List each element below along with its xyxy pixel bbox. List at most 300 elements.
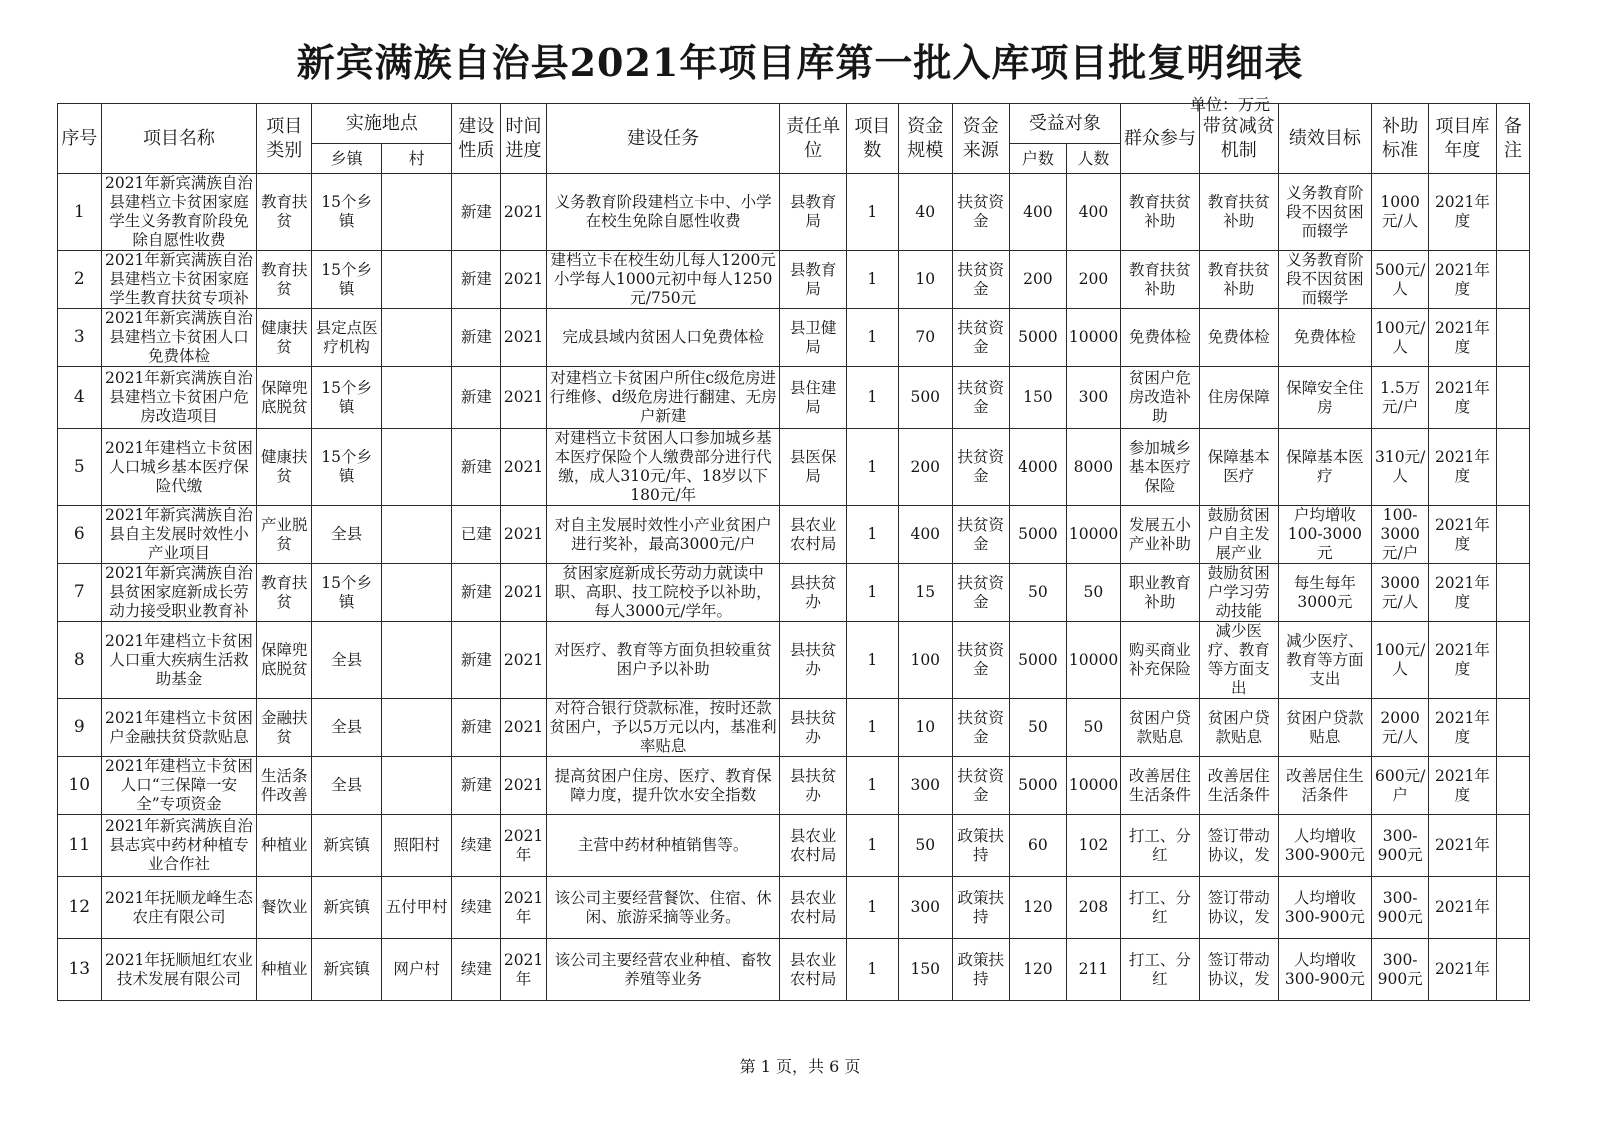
cell-category — [257, 877, 312, 939]
header-name: 项目名称 — [101, 104, 257, 174]
cell-seq — [58, 429, 102, 506]
cell-name — [101, 506, 257, 564]
cell-seq — [58, 367, 102, 429]
cell-target-text: 义务教育阶段不因贫困而辍学 — [1286, 183, 1364, 240]
cell-category-text: 教育扶贫 — [261, 193, 308, 230]
cell-village-text: 五付甲村 — [385, 898, 448, 916]
cell-households-text: 200 — [1023, 270, 1053, 288]
cell-remark — [1496, 564, 1529, 622]
cell-households — [1009, 939, 1066, 1001]
cell-task-text: 对医疗、教育等方面负担较重贫困户予以补助 — [554, 641, 772, 678]
cell-standard — [1372, 815, 1429, 877]
cell-standard-text: 600元/户 — [1374, 766, 1426, 804]
cell-scale-text: 50 — [915, 836, 936, 854]
cell-task-text: 对自主发展时效性小产业贫困户进行奖补，最高3000元/户 — [554, 515, 772, 553]
cell-seq — [58, 757, 102, 815]
cell-task-text: 对符合银行贷款标准，按时还款贫困户，予以5万元以内，基准利率贴息 — [549, 699, 777, 755]
cell-source-text: 政策扶持 — [957, 950, 1005, 988]
cell-source — [952, 939, 1009, 1001]
cell-schedule-text: 2021 — [503, 650, 544, 669]
cell-seq-text: 1 — [73, 202, 85, 222]
cell-scale-text: 500 — [910, 388, 941, 406]
cell-village — [381, 506, 452, 564]
cell-source-text: 扶贫资金 — [957, 515, 1005, 553]
cell-households — [1009, 506, 1066, 564]
page-footer: 第 1 页，共 6 页 — [739, 1057, 861, 1076]
cell-people — [1066, 699, 1120, 757]
cell-name-text: 2021年新宾满族自治县志宾中药材种植专业合作社 — [104, 817, 253, 873]
cell-nature — [452, 251, 501, 309]
cell-people-text: 10000 — [1068, 525, 1118, 543]
cell-nature — [452, 506, 501, 564]
cell-participation-text: 打工、分红 — [1128, 950, 1191, 988]
cell-mechanism — [1199, 429, 1278, 506]
cell-participation — [1120, 251, 1199, 309]
cell-households-text: 4000 — [1018, 457, 1058, 476]
cell-nature — [452, 174, 501, 251]
cell-name-text: 2021年新宾满族自治县贫困家庭新成长劳动力接受职业教育补 — [104, 564, 253, 620]
cell-people — [1066, 564, 1120, 622]
cell-mechanism — [1199, 367, 1278, 429]
cell-people — [1066, 877, 1120, 939]
cell-year-text: 2021年度 — [1434, 378, 1490, 416]
cell-dept-text: 县住建局 — [789, 378, 837, 416]
cell-remark — [1496, 251, 1529, 309]
cell-source-text: 扶贫资金 — [957, 193, 1005, 230]
cell-year-text: 2021年 — [1434, 898, 1490, 916]
cell-town — [312, 757, 382, 815]
cell-task-text: 义务教育阶段建档立卡中、小学在校生免除自愿性收费 — [554, 193, 772, 230]
cell-source-text: 扶贫资金 — [957, 641, 1005, 678]
cell-village — [381, 757, 452, 815]
cell-scale-text: 40 — [915, 202, 936, 221]
cell-scale — [898, 506, 952, 564]
cell-households — [1009, 367, 1066, 429]
cell-category — [257, 622, 312, 699]
header-schedule: 时间进度 — [501, 104, 547, 174]
cell-dept-text: 县扶贫办 — [789, 641, 837, 678]
header-remark: 备注 — [1496, 104, 1529, 174]
table-row — [58, 939, 1530, 1001]
cell-schedule — [501, 622, 547, 699]
table-row — [58, 251, 1530, 309]
cell-mechanism — [1199, 939, 1278, 1001]
cell-target — [1278, 429, 1371, 506]
cell-seq-text: 4 — [73, 388, 85, 407]
cell-target-text: 改善居住生活条件 — [1286, 766, 1364, 804]
cell-participation-text: 参加城乡基本医疗保险 — [1128, 438, 1191, 495]
cell-nature-text: 已建 — [460, 525, 492, 543]
cell-participation-text: 贫困户危房改造补助 — [1128, 369, 1191, 425]
cell-nature-text: 新建 — [460, 650, 492, 669]
cell-year — [1429, 429, 1496, 506]
cell-target-text: 减少医疗、教育等方面支出 — [1286, 631, 1364, 688]
cell-count — [846, 877, 898, 939]
cell-scale — [898, 174, 952, 251]
header-seq: 序号 — [58, 104, 102, 174]
cell-nature-text: 续建 — [460, 836, 492, 854]
cell-people-text: 50 — [1083, 718, 1104, 736]
cell-town-text: 县定点医疗机构 — [315, 318, 378, 356]
cell-category-text: 保障兜底脱贫 — [261, 641, 308, 678]
cell-standard-text: 500元/人 — [1374, 260, 1426, 298]
cell-nature-text: 新建 — [460, 718, 492, 736]
cell-seq-text: 8 — [73, 650, 85, 670]
cell-dept — [780, 699, 846, 757]
cell-seq — [58, 506, 102, 564]
header-town: 乡镇 — [312, 144, 382, 174]
cell-participation-text: 教育扶贫补助 — [1128, 193, 1191, 230]
cell-count-text: 1 — [867, 388, 878, 406]
cell-schedule — [501, 309, 547, 367]
cell-task — [546, 309, 780, 367]
cell-category-text: 健康扶贫 — [261, 318, 308, 356]
cell-name — [101, 757, 257, 815]
cell-scale-text: 150 — [910, 960, 941, 978]
cell-count-text: 1 — [867, 898, 878, 916]
cell-people — [1066, 757, 1120, 815]
cell-dept — [780, 815, 846, 877]
cell-task — [546, 757, 780, 815]
cell-participation — [1120, 877, 1199, 939]
cell-source — [952, 564, 1009, 622]
cell-households — [1009, 564, 1066, 622]
cell-schedule-text: 2021 — [503, 718, 544, 736]
cell-standard-text: 300-900元 — [1377, 826, 1423, 864]
cell-category-text: 产业脱贫 — [261, 515, 308, 553]
cell-year-text: 2021年度 — [1434, 193, 1490, 230]
cell-task-text: 贫困家庭新成长劳动力就读中职、高职、技工院校予以补助，每人3000元/学年。 — [554, 564, 772, 620]
cell-seq — [58, 699, 102, 757]
cell-source — [952, 309, 1009, 367]
cell-households — [1009, 429, 1066, 506]
cell-mechanism-text: 住房保障 — [1207, 388, 1270, 406]
cell-task — [546, 506, 780, 564]
cell-schedule — [501, 367, 547, 429]
cell-target-text: 户均增收100-3000元 — [1287, 506, 1363, 562]
cell-people-text: 200 — [1078, 270, 1109, 288]
cell-seq — [58, 251, 102, 309]
cell-mechanism-text: 改善居住生活条件 — [1207, 766, 1270, 804]
cell-task — [546, 939, 780, 1001]
cell-standard — [1372, 939, 1429, 1001]
cell-town — [312, 877, 382, 939]
cell-scale-text: 100 — [910, 650, 941, 669]
cell-mechanism-text: 签订带动协议，发 — [1207, 826, 1270, 864]
cell-source — [952, 699, 1009, 757]
cell-name — [101, 429, 257, 506]
cell-town-text: 全县 — [331, 718, 363, 736]
cell-participation — [1120, 815, 1199, 877]
cell-participation — [1120, 939, 1199, 1001]
table-row — [58, 699, 1530, 757]
cell-standard — [1372, 174, 1429, 251]
cell-seq — [58, 564, 102, 622]
cell-name-text: 2021年新宾满族自治县建档立卡贫困人口免费体检 — [104, 309, 253, 365]
cell-year — [1429, 877, 1496, 939]
cell-target — [1278, 251, 1371, 309]
cell-households — [1009, 309, 1066, 367]
table-row — [58, 757, 1530, 815]
cell-scale — [898, 564, 952, 622]
cell-dept — [780, 309, 846, 367]
cell-scale-text: 10 — [915, 718, 936, 736]
header-village: 村 — [381, 144, 452, 174]
cell-schedule-text: 2021 — [503, 583, 544, 601]
cell-mechanism — [1199, 622, 1278, 699]
cell-standard-text: 100-3000元/户 — [1380, 506, 1420, 562]
cell-count — [846, 939, 898, 1001]
cell-mechanism-text: 鼓励贫困户学习劳动技能 — [1207, 564, 1270, 620]
cell-year — [1429, 757, 1496, 815]
cell-count — [846, 251, 898, 309]
cell-town-text: 新宾镇 — [323, 898, 370, 916]
cell-participation — [1120, 506, 1199, 564]
cell-scale-text: 200 — [910, 457, 941, 476]
cell-target — [1278, 815, 1371, 877]
table-row — [58, 877, 1530, 939]
cell-remark — [1496, 877, 1529, 939]
cell-schedule-text: 2021年 — [503, 888, 544, 926]
cell-people — [1066, 429, 1120, 506]
cell-category — [257, 174, 312, 251]
header-scale: 资金规模 — [898, 104, 952, 174]
cell-target — [1278, 699, 1371, 757]
cell-scale — [898, 699, 952, 757]
cell-target — [1278, 564, 1371, 622]
cell-task — [546, 251, 780, 309]
cell-count-text: 1 — [867, 650, 878, 669]
cell-households — [1009, 757, 1066, 815]
cell-scale-text: 400 — [910, 525, 941, 543]
cell-category — [257, 815, 312, 877]
cell-standard-text: 1000元/人 — [1380, 193, 1420, 230]
cell-scale-text: 300 — [910, 898, 941, 916]
cell-schedule — [501, 939, 547, 1001]
cell-town — [312, 506, 382, 564]
cell-scale — [898, 939, 952, 1001]
cell-standard — [1372, 622, 1429, 699]
table-row — [58, 174, 1530, 251]
cell-remark — [1496, 939, 1529, 1001]
cell-year — [1429, 251, 1496, 309]
cell-dept-text: 县扶贫办 — [789, 708, 837, 746]
cell-count — [846, 815, 898, 877]
cell-town — [312, 699, 382, 757]
cell-count — [846, 506, 898, 564]
cell-schedule — [501, 815, 547, 877]
cell-count-text: 1 — [867, 583, 878, 601]
cell-mechanism-text: 减少医疗、教育等方面支出 — [1207, 622, 1270, 697]
cell-task — [546, 367, 780, 429]
cell-source-text: 政策扶持 — [957, 826, 1005, 864]
cell-source-text: 扶贫资金 — [957, 448, 1005, 485]
cell-nature — [452, 699, 501, 757]
cell-category — [257, 367, 312, 429]
cell-scale — [898, 877, 952, 939]
cell-nature — [452, 757, 501, 815]
cell-mechanism-text: 教育扶贫补助 — [1207, 260, 1270, 298]
header-location: 实施地点 — [312, 104, 452, 144]
cell-year-text: 2021年 — [1434, 836, 1490, 854]
cell-target-text: 义务教育阶段不因贫困而辍学 — [1286, 251, 1364, 307]
cell-source-text: 扶贫资金 — [957, 708, 1005, 746]
cell-village — [381, 251, 452, 309]
cell-nature-text: 续建 — [460, 960, 492, 978]
table-row — [58, 429, 1530, 506]
cell-schedule-text: 2021 — [503, 388, 544, 406]
cell-task — [546, 877, 780, 939]
cell-task — [546, 699, 780, 757]
cell-category-text: 教育扶贫 — [261, 573, 308, 611]
cell-scale — [898, 367, 952, 429]
cell-town — [312, 815, 382, 877]
table-row — [58, 506, 1530, 564]
cell-count-text: 1 — [867, 776, 878, 794]
cell-dept-text: 县教育局 — [789, 260, 837, 298]
cell-town — [312, 251, 382, 309]
cell-participation-text: 打工、分红 — [1128, 826, 1191, 864]
cell-source-text: 扶贫资金 — [957, 573, 1005, 611]
cell-year-text: 2021年 — [1434, 960, 1490, 978]
cell-target-text: 人均增收300-900元 — [1284, 826, 1365, 864]
cell-schedule-text: 2021 — [503, 776, 544, 794]
cell-name — [101, 309, 257, 367]
cell-nature — [452, 939, 501, 1001]
cell-source — [952, 506, 1009, 564]
cell-dept — [780, 174, 846, 251]
cell-people — [1066, 367, 1120, 429]
table-row — [58, 309, 1530, 367]
cell-mechanism-text: 签订带动协议，发 — [1207, 950, 1270, 988]
cell-year — [1429, 939, 1496, 1001]
cell-town — [312, 564, 382, 622]
cell-village — [381, 429, 452, 506]
cell-target-text: 保障安全住房 — [1286, 378, 1364, 416]
cell-town-text: 全县 — [331, 650, 363, 669]
cell-category-text: 种植业 — [261, 836, 308, 854]
cell-task — [546, 815, 780, 877]
cell-dept — [780, 939, 846, 1001]
cell-participation — [1120, 309, 1199, 367]
cell-town-text: 新宾镇 — [323, 960, 370, 978]
cell-standard-text: 100元/人 — [1374, 318, 1426, 356]
document-title: 新宾满族自治县2021年项目库第一批入库项目批复明细表 — [296, 40, 1304, 85]
project-table — [57, 103, 1530, 1001]
cell-nature-text: 新建 — [460, 388, 492, 406]
cell-target — [1278, 877, 1371, 939]
header-source: 资金来源 — [952, 104, 1009, 174]
cell-count-text: 1 — [867, 960, 878, 978]
table-row — [58, 622, 1530, 699]
cell-participation-text: 职业教育补助 — [1128, 573, 1191, 611]
cell-dept — [780, 757, 846, 815]
cell-target-text: 人均增收300-900元 — [1284, 888, 1365, 926]
cell-mechanism-text: 鼓励贫困户自主发展产业 — [1207, 506, 1270, 562]
cell-category-text: 种植业 — [261, 960, 308, 978]
cell-seq — [58, 877, 102, 939]
cell-standard-text: 100元/人 — [1374, 641, 1426, 678]
cell-participation-text: 改善居住生活条件 — [1128, 766, 1191, 804]
cell-name-text: 2021年新宾满族自治县自主发展时效性小产业项目 — [104, 506, 253, 562]
cell-count-text: 1 — [867, 457, 878, 476]
cell-standard — [1372, 367, 1429, 429]
cell-task — [546, 622, 780, 699]
cell-dept-text: 县农业农村局 — [789, 515, 837, 553]
cell-seq — [58, 174, 102, 251]
cell-seq — [58, 939, 102, 1001]
cell-households-text: 400 — [1023, 202, 1053, 221]
cell-people-text: 10000 — [1068, 776, 1118, 794]
cell-year-text: 2021年度 — [1434, 448, 1490, 485]
cell-participation — [1120, 622, 1199, 699]
cell-nature-text: 续建 — [460, 898, 492, 916]
cell-people-text: 208 — [1078, 898, 1109, 916]
cell-town-text: 新宾镇 — [323, 836, 370, 854]
table-row — [58, 815, 1530, 877]
cell-mechanism — [1199, 174, 1278, 251]
cell-year — [1429, 367, 1496, 429]
cell-mechanism — [1199, 251, 1278, 309]
cell-remark — [1496, 815, 1529, 877]
cell-people — [1066, 815, 1120, 877]
cell-town — [312, 174, 382, 251]
cell-source-text: 扶贫资金 — [957, 260, 1005, 298]
cell-count — [846, 367, 898, 429]
cell-participation — [1120, 757, 1199, 815]
cell-seq — [58, 622, 102, 699]
cell-standard-text: 1.5万元/户 — [1380, 378, 1421, 416]
cell-source-text: 扶贫资金 — [957, 766, 1005, 804]
cell-year — [1429, 506, 1496, 564]
cell-name-text: 2021年新宾满族自治县建档立卡贫困家庭学生义务教育阶段免除自愿性收费 — [104, 174, 253, 249]
cell-dept-text: 县教育局 — [789, 193, 837, 230]
cell-nature — [452, 309, 501, 367]
cell-households-text: 5000 — [1018, 525, 1058, 543]
cell-name — [101, 815, 257, 877]
cell-mechanism-text: 保障基本医疗 — [1207, 448, 1270, 485]
cell-name-text: 2021年建档立卡贫困人口“三保障一安全”专项资金 — [104, 757, 253, 813]
cell-households — [1009, 622, 1066, 699]
cell-town — [312, 309, 382, 367]
cell-town — [312, 367, 382, 429]
cell-scale — [898, 815, 952, 877]
cell-category-text: 生活条件改善 — [261, 766, 308, 804]
cell-mechanism — [1199, 309, 1278, 367]
cell-households — [1009, 699, 1066, 757]
cell-source — [952, 815, 1009, 877]
cell-name-text: 2021年建档立卡贫困人口重大疾病生活救助基金 — [104, 631, 253, 688]
cell-participation-text: 打工、分红 — [1128, 888, 1191, 926]
cell-mechanism-text: 贫困户贷款贴息 — [1207, 708, 1270, 746]
cell-town-text: 15个乡镇 — [321, 448, 372, 485]
cell-households-text: 5000 — [1018, 776, 1058, 794]
cell-people-text: 10000 — [1068, 328, 1118, 346]
cell-people — [1066, 251, 1120, 309]
cell-schedule — [501, 174, 547, 251]
cell-households-text: 50 — [1028, 583, 1048, 601]
cell-people-text: 400 — [1078, 202, 1109, 221]
cell-target — [1278, 506, 1371, 564]
cell-town — [312, 939, 382, 1001]
cell-dept — [780, 251, 846, 309]
cell-target-text: 人均增收300-900元 — [1284, 950, 1365, 988]
cell-seq-text: 5 — [73, 457, 85, 477]
cell-source — [952, 429, 1009, 506]
cell-seq-text: 11 — [68, 836, 91, 855]
cell-nature — [452, 429, 501, 506]
cell-target — [1278, 309, 1371, 367]
